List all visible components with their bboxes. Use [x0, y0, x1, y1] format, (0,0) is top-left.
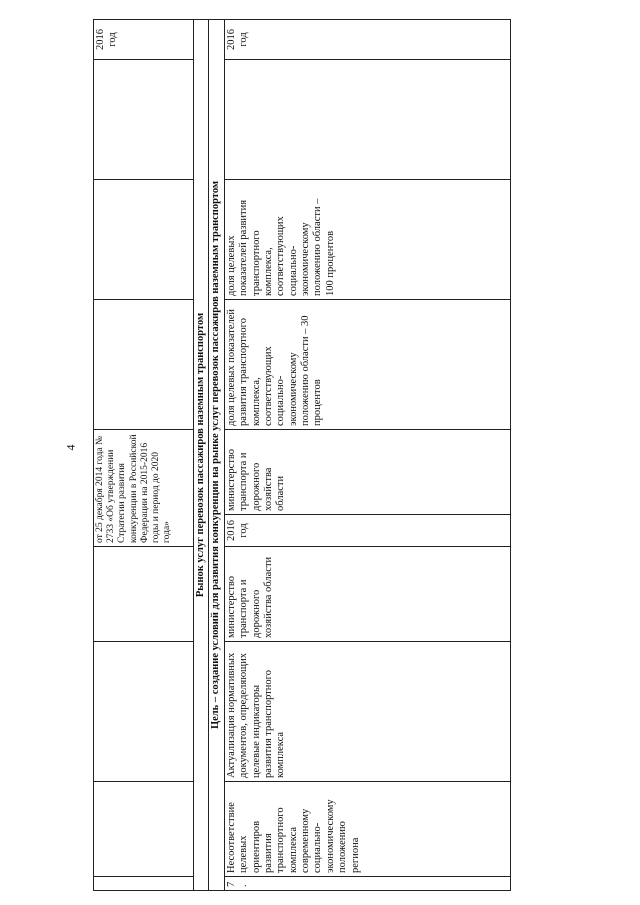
cell-indicator-base: доля целевых показателей развития транспортного комплекса, соответствующих социально-экономическому положению области – 30 процентов: [224, 299, 510, 429]
cell-empty: [94, 59, 194, 179]
cell-doc-ref: от 25 декабря 2014 года № 2733 «Об утверждении Стратегии развития конкуренции в Российской Федерации на 2015-2016 годы и период до 2020 года»: [94, 429, 194, 546]
cell-empty: [94, 642, 194, 782]
cell-empty: [94, 179, 194, 299]
page-number: 4: [63, 444, 78, 451]
cell-year: 2016 год: [94, 19, 194, 59]
goal-heading-row: [209, 19, 224, 890]
goal-heading: Цель – создание условий для развития конкуренции на рынке услуг перевозок пассажиров наземным транспортом: [209, 19, 224, 890]
cell-executor: министерство транспорта и дорожного хозяйства области: [224, 547, 510, 642]
cell-empty: [94, 877, 194, 891]
cell-term: 2016 год: [224, 515, 510, 547]
cell-empty: [94, 782, 194, 877]
cell-empty: [94, 299, 194, 429]
section-heading-row: [194, 19, 209, 890]
rotated-table-frame: [93, 20, 511, 891]
cell-empty: [224, 59, 510, 179]
cell-year: 2016 год: [224, 19, 510, 59]
cell-measure: Актуализация нормативных документов, определяющих целевые индикаторы развития транспортного комплекса: [224, 642, 510, 782]
measures-table: [93, 19, 511, 891]
rotated-table: [93, 20, 511, 891]
cell-indicator-target: доля целевых показателей развития транспортного комплекса, соответствующих социально-экономическому положению области – 100 процентов: [224, 179, 510, 299]
section-heading: Рынок услуг перевозок пассажиров наземным транспортом: [194, 19, 209, 890]
cell-num: 7.: [224, 877, 510, 891]
cell-responsible: министерство транспорта и дорожного хозяйства области: [224, 429, 510, 514]
cell-empty: [94, 547, 194, 642]
table-row-continuation: [94, 19, 194, 890]
cell-problem: Несоответствие целевых ориентиров развития транспортного комплекса современному социально-экономическому положению региона: [224, 782, 510, 877]
table-row-7: [224, 19, 510, 890]
